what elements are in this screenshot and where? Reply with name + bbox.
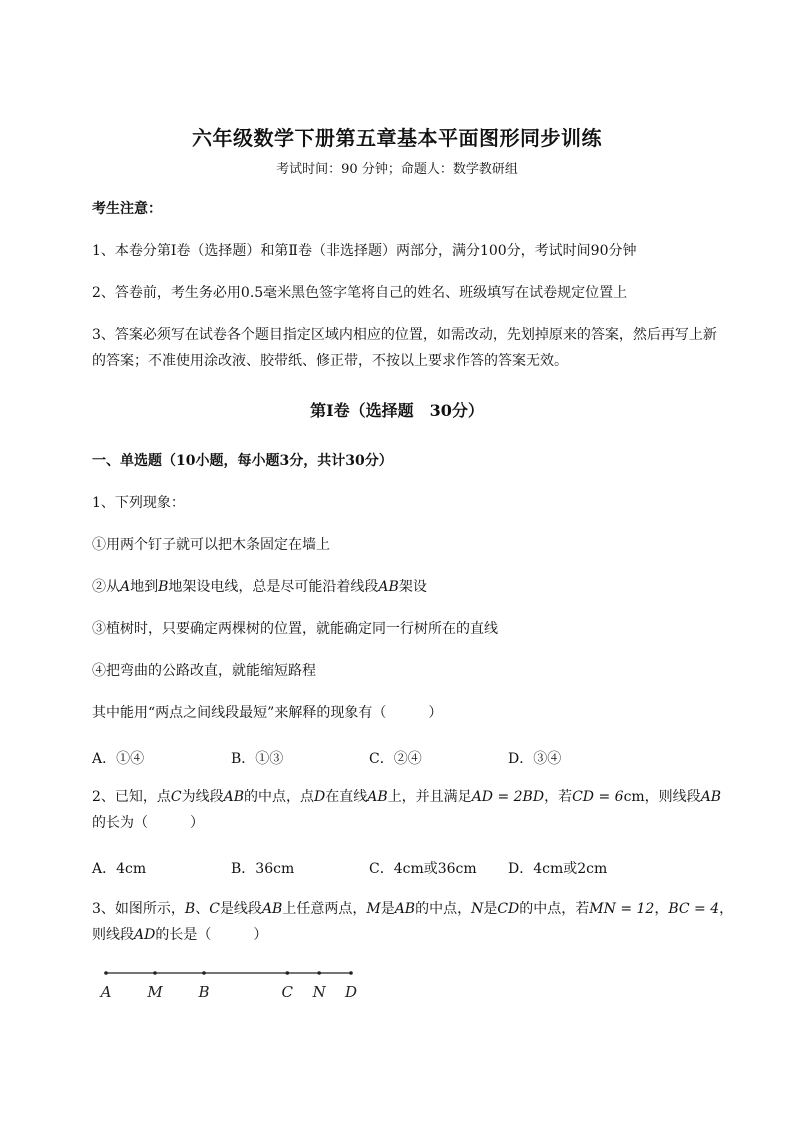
- q2-stem-cont: 的长为（ ）: [92, 815, 204, 831]
- notice-heading: 考生注意：: [92, 201, 162, 217]
- q1-option-a[interactable]: A．①④: [92, 751, 145, 767]
- q2-stem: [92, 784, 721, 810]
- text: ，: [654, 901, 669, 917]
- text: 上，并且满足: [387, 789, 472, 805]
- section-title: 第Ⅰ卷（选择题 30分）: [310, 401, 484, 420]
- point-label-d: D: [344, 983, 358, 1001]
- q1-statement-3: ③植树时，只要确定两棵树的位置，就能确定同一行树所在的直线: [92, 621, 498, 637]
- q1-statement-1: ①用两个钉子就可以把木条固定在墙上: [92, 537, 330, 553]
- point-m: [153, 971, 157, 975]
- text: 的长是（ ）: [155, 927, 268, 943]
- text: ，: [719, 901, 734, 917]
- segment-diagram: [96, 962, 366, 1006]
- point-label-n: N: [312, 983, 326, 1001]
- var-d: D: [314, 789, 326, 805]
- text: 的中点，若: [519, 901, 590, 917]
- q2-option-b[interactable]: B．36cm: [231, 861, 295, 877]
- text: 是线段: [219, 901, 262, 917]
- var-ab: AB: [261, 901, 283, 917]
- q2-option-a[interactable]: A．4cm: [92, 861, 147, 877]
- q1-question: 其中能用“两点之间线段最短”来解释的现象有（ ）: [92, 705, 443, 721]
- point-a: [104, 971, 108, 975]
- text: 在直线: [325, 789, 368, 805]
- equation: CD = 6: [572, 789, 624, 805]
- var-m: M: [366, 901, 381, 917]
- q2-option-d[interactable]: D．4cm或2cm: [508, 861, 608, 877]
- var-c: C: [209, 901, 220, 917]
- point-d: [349, 971, 353, 975]
- point-b: [202, 971, 206, 975]
- point-c: [286, 971, 290, 975]
- var-ad: AD: [134, 927, 156, 943]
- notice-item-2: 2、答卷前，考生务必用0.5毫米黑色签字笔将自己的姓名、班级填写在试卷规定位置上: [92, 285, 628, 301]
- text: 地到: [130, 579, 159, 595]
- q1-statement-4: ④把弯曲的公路改直，就能缩短路程: [92, 663, 316, 679]
- exam-info: 考试时间：90 分钟；命题人：数学教研组: [276, 162, 518, 177]
- notice-item-1: 1、本卷分第Ⅰ卷（选择题）和第Ⅱ卷（非选择题）两部分，满分100分，考试时间90分钟: [92, 243, 637, 259]
- text: 的中点，点: [244, 789, 315, 805]
- text: 3、如图所示，: [92, 901, 185, 917]
- notice-item-3: 3、答案必须写在试卷各个题目指定区域内相应的位置，如需改动，先划掉原来的答案，然后再写上新: [92, 327, 717, 343]
- text: ②从: [92, 579, 120, 595]
- var-c: C: [170, 789, 182, 805]
- equation: BC = 4: [668, 901, 720, 917]
- q1-option-d[interactable]: D．③④: [508, 751, 562, 767]
- text: ，若: [544, 789, 573, 805]
- var-ab: AB: [700, 789, 722, 805]
- var-ab: AB: [223, 789, 245, 805]
- var-n: N: [471, 901, 484, 917]
- var-ab: AB: [367, 789, 388, 805]
- point-n: [317, 971, 321, 975]
- page-title: 六年级数学下册第五章基本平面图形同步训练: [192, 126, 602, 150]
- text: 的中点，: [415, 901, 472, 917]
- text: 是: [380, 901, 395, 917]
- text: 2、已知，点: [92, 789, 171, 805]
- var-b: B: [158, 579, 169, 595]
- q3-stem-cont: [92, 922, 267, 948]
- text: 则线段: [92, 927, 134, 943]
- q1-option-c[interactable]: C．②④: [369, 751, 422, 767]
- equation: AD = 2BD: [471, 789, 545, 805]
- var-ab: AB: [378, 579, 399, 595]
- q1-statement-2: [92, 574, 427, 600]
- q1-option-b[interactable]: B．①③: [231, 751, 284, 767]
- text: 是: [483, 901, 498, 917]
- equation: MN = 12: [589, 901, 655, 917]
- point-label-a: A: [100, 983, 112, 1001]
- text: cm，则线段: [623, 789, 701, 805]
- point-label-b: B: [198, 983, 210, 1001]
- var-cd: CD: [497, 901, 520, 917]
- var-a: A: [120, 579, 131, 595]
- text: 架设: [398, 579, 427, 595]
- notice-item-3-cont: 的答案；不准使用涂改液、胶带纸、修正带，不按以上要求作答的答案无效。: [92, 353, 568, 369]
- part-heading: 一、单选题（10小题，每小题3分，共计30分）: [92, 453, 393, 469]
- text: 上任意两点，: [282, 901, 367, 917]
- point-label-m: M: [147, 983, 163, 1001]
- text: 、: [195, 901, 210, 917]
- var-b: B: [184, 901, 196, 917]
- q2-option-c[interactable]: C．4cm或36cm: [369, 861, 477, 877]
- var-ab: AB: [394, 901, 416, 917]
- point-label-c: C: [281, 983, 294, 1001]
- q1-stem: 1、下列现象：: [92, 495, 185, 511]
- text: 地架设电线，总是尽可能沿着线段: [168, 579, 379, 595]
- text: 为线段: [181, 789, 224, 805]
- q3-stem: [92, 896, 733, 922]
